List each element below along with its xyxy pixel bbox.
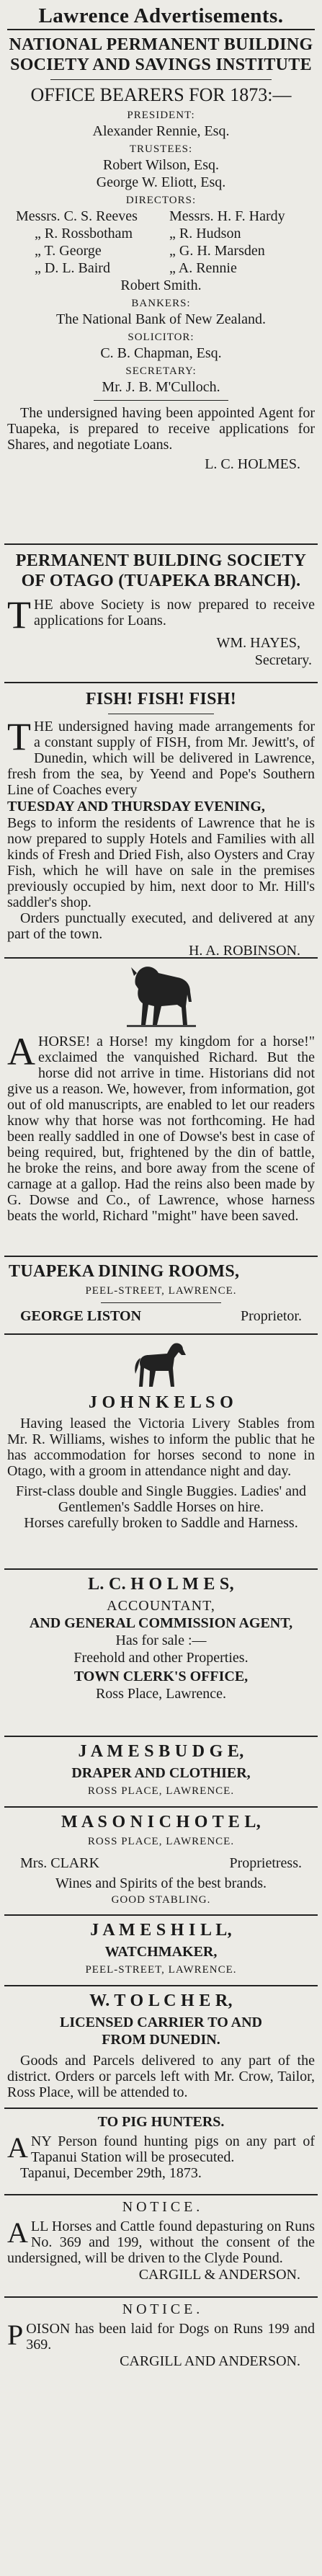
- budge-trade: DRAPER AND CLOTHIER,: [71, 1765, 251, 1781]
- nbs-director: Robert Smith.: [120, 277, 202, 293]
- ad-permanent-building-society: [7, 545, 315, 682]
- pbs-title-line1: PERMANENT BUILDING SOCIETY: [15, 551, 307, 570]
- fish-body-block: [7, 715, 315, 798]
- nbs-director: Messrs. C. S. Reeves: [16, 208, 138, 224]
- tdr-proprietor: GEORGE LISTON: [20, 1308, 142, 1324]
- horse-body-block: [7, 1030, 315, 1224]
- ad-pig-hunters: [7, 2109, 315, 2194]
- hill-trade: WATCHMAKER,: [104, 1944, 218, 1960]
- horse-engraving-icon: [127, 963, 196, 1029]
- fish-body-3: Orders punctually executed, and delivered at any part of the town.: [7, 910, 315, 942]
- holmes-properties: Freehold and other Properties.: [73, 1650, 249, 1666]
- masthead: Lawrence Advertisements.: [7, 0, 315, 30]
- tolcher-route: FROM DUNEDIN.: [102, 2032, 220, 2048]
- nbs-directors-label: DIRECTORS:: [125, 195, 197, 206]
- fish-title: FISH! FISH! FISH!: [85, 690, 237, 709]
- nbs-trustee: George W. Eliott, Esq.: [96, 174, 226, 190]
- notice2-body-block: [7, 2321, 315, 2353]
- kelso-buggies: First-class double and Single Buggies. Ladies' and Gentlemen's Saddle Horses on hire.: [16, 1483, 306, 1515]
- pig-body: NY Person found hunting pigs on any part of Tapanui Station will be prosecuted.: [30, 2133, 315, 2165]
- ad-john-kelso: [7, 1335, 315, 1568]
- nbs-directors-row: [16, 242, 306, 259]
- ad-james-hill: [7, 1916, 315, 1985]
- ad-james-budge: [7, 1737, 315, 1806]
- pbs-body: HE above Society is now prepared to receive applications for Loans.: [34, 597, 315, 629]
- nbs-director: „ R. Rossbotham: [35, 226, 133, 241]
- kelso-title: J O H N K E L S O: [88, 1393, 234, 1412]
- notice2-signature: CARGILL AND ANDERSON.: [120, 2353, 300, 2369]
- pig-body-block: [7, 2133, 315, 2165]
- nbs-directors-row: [16, 259, 306, 277]
- hill-title: J A M E S H I L L,: [90, 1921, 232, 1940]
- tolcher-licensed: LICENSED CARRIER TO AND: [60, 2015, 262, 2030]
- fish-body-2: Begs to inform the residents of Lawrence that he is now prepared to supply Hotels and Families with all kinds of Fresh and Dried Fish, also Oysters and Cray Fish, which he will have on sale in the premises previously occupied by him, next door to Mr. Hill's saddler's shop.: [7, 815, 315, 910]
- nbs-director: „ A. Rennie: [169, 260, 237, 276]
- notice2-title: N O T I C E .: [122, 2301, 200, 2317]
- holmes-accountant: ACCOUNTANT,: [107, 1598, 215, 1614]
- nbs-secretary-label: SECRETARY:: [125, 365, 197, 377]
- ad-fish: [7, 683, 315, 957]
- nbs-title-line2: SOCIETY AND SAVINGS INSTITUTE: [10, 55, 312, 74]
- divider: [101, 1302, 221, 1303]
- notice2-dropcap: P: [7, 2319, 24, 2351]
- budge-title: J A M E S B U D G E,: [78, 1742, 244, 1761]
- notice1-body-block: [7, 2216, 315, 2266]
- pbs-signature-title: Secretary.: [254, 652, 312, 668]
- nbs-trustees-label: TRUSTEES:: [129, 143, 193, 155]
- nbs-directors-row: [16, 225, 306, 242]
- tdr-proprietor-title: Proprietor.: [241, 1308, 302, 1324]
- pig-date: Tapanui, December 29th, 1873.: [20, 2165, 202, 2181]
- masonic-stabling: GOOD STABLING.: [111, 1894, 211, 1906]
- divider: [94, 400, 228, 401]
- nbs-directors-row: [16, 208, 306, 225]
- notice1-title: N O T I C E .: [122, 2199, 200, 2215]
- budge-address: ROSS PLACE, LAWRENCE.: [87, 1785, 235, 1797]
- nbs-directors-list: [7, 208, 315, 277]
- pbs-dropcap: T: [7, 593, 31, 636]
- holmes-address: Ross Place, Lawrence.: [95, 1686, 227, 1702]
- tdr-title: [7, 1261, 315, 1282]
- masonic-proprietor: Mrs. CLARK: [20, 1855, 100, 1871]
- nbs-director: „ D. L. Baird: [35, 260, 110, 276]
- ad-tuapeka-dining-rooms: [7, 1257, 315, 1333]
- fish-body: HE undersigned having made arrangements for a constant supply of FISH, from Mr. Jewitt's, of Dunedin, which will be delivered in Lawrence, fresh from the sea, by Yeend and Pope's Southern Line of Coaches every: [7, 719, 315, 798]
- nbs-body: The undersigned having been appointed Agent for Tuapeka, is prepared to receive applications for Shares, and negotiate Loans.: [7, 405, 315, 453]
- nbs-office-bearers: OFFICE BEARERS FOR 1873:—: [30, 84, 292, 105]
- holmes-town-clerk: TOWN CLERK'S OFFICE,: [73, 1669, 249, 1684]
- holmes-has-for-sale: Has for sale :—: [115, 1633, 207, 1648]
- fish-dropcap: T: [7, 715, 31, 758]
- masonic-wines: Wines and Spirits of the best brands.: [55, 1875, 267, 1891]
- nbs-bankers: The National Bank of New Zealand.: [55, 311, 266, 327]
- pig-dropcap: A: [7, 2131, 28, 2164]
- holmes-commission-agent: AND GENERAL COMMISSION AGENT,: [29, 1615, 293, 1631]
- nbs-trustee: Robert Wilson, Esq.: [102, 157, 220, 173]
- holmes-title: L. C. H O L M E S,: [88, 1575, 234, 1594]
- tdr-title-initial: T: [9, 1262, 21, 1281]
- nbs-solicitor: C. B. Chapman, Esq.: [100, 345, 222, 361]
- nbs-president: Alexander Rennie, Esq.: [92, 123, 230, 139]
- masonic-proprietor-title: Proprietress.: [229, 1855, 302, 1871]
- ad-dowse-harness: [7, 959, 315, 1256]
- hill-address: PEEL-STREET, LAWRENCE.: [85, 1964, 237, 1976]
- fish-days: TUESDAY AND THURSDAY EVENING,: [7, 799, 265, 814]
- tolcher-body: Goods and Parcels delivered to any part of the district. Orders or parcels left with Mr. Crow, Tailor, Ross Place, will be attended to.: [7, 2053, 315, 2100]
- tdr-address: PEEL-STREET, LAWRENCE.: [85, 1285, 237, 1297]
- nbs-president-label: PRESIDENT:: [127, 110, 195, 121]
- tdr-proprietor-row: [7, 1307, 315, 1325]
- ad-notice-poison: [7, 2298, 315, 2370]
- ad-lc-holmes: [7, 1570, 315, 1736]
- kelso-body: Having leased the Victoria Livery Stables from Mr. R. Williams, wishes to inform the public that he has accommodation for horses second to none in Otago, with a groom in attendance night and day.: [7, 1416, 315, 1479]
- nbs-secretary: Mr. J. B. M'Culloch.: [102, 379, 220, 395]
- nbs-director: Messrs. H. F. Hardy: [169, 208, 285, 224]
- nbs-director: „ G. H. Marsden: [169, 243, 265, 259]
- ad-masonic-hotel: [7, 1808, 315, 1914]
- pbs-signature: WM. HAYES,: [216, 635, 300, 651]
- nbs-director: „ T. George: [35, 243, 102, 259]
- ad-w-tolcher: [7, 1986, 315, 2108]
- notice1-body: LL Horses and Cattle found depasturing on Runs No. 369 and 199, without the consent of the undersigned, will be driven to the Clyde Pound.: [7, 2219, 315, 2266]
- fish-signature: H. A. ROBINSON.: [188, 943, 300, 957]
- notice1-dropcap: A: [7, 2216, 28, 2249]
- ad-notice-horses-cattle: [7, 2195, 315, 2296]
- pig-title: TO PIG HUNTERS.: [97, 2114, 225, 2130]
- horse-icon: [131, 1339, 192, 1391]
- pbs-title-line2: OF OTAGO (TUAPEKA BRANCH).: [21, 572, 301, 590]
- masonic-address: ROSS PLACE, LAWRENCE.: [87, 1836, 235, 1847]
- horse-body: HORSE! a Horse! my kingdom for a horse!" exclaimed the vanquished Richard. But the horse did not arrive in time. Historians did not give us a reason. We, however, from information, got out of old manuscripts, are enabled to let our readers know why that horse was not forthcoming. He had been really saddled in one of Dowse's best in case of being required, but, frightened by the din of battle, he broke the reins, and bore away from the scene of carnage at a gallop. Had the reins also been made by G. Dowse and Co., of Lawrence, whose harness beats the world, Richard "might" have been saved.: [7, 1034, 315, 1224]
- nbs-title-line1: ATIONAL PERMANENT BUILDING: [22, 35, 313, 54]
- nbs-bankers-label: BANKERS:: [131, 298, 191, 309]
- horse-dropcap: A: [7, 1030, 35, 1073]
- nbs-title-initial: N: [9, 35, 22, 54]
- notice1-signature: CARGILL & ANDERSON.: [138, 2267, 300, 2283]
- ad-national-building-society: [7, 30, 315, 543]
- masonic-proprietor-row: [7, 1855, 315, 1872]
- notice2-body: OISON has been laid for Dogs on Runs 199 and 369.: [26, 2321, 315, 2353]
- tdr-title-text: UAPEKA DINING ROOMS,: [20, 1262, 240, 1281]
- nbs-title: [7, 35, 315, 55]
- masonic-title: M A S O N I C H O T E L,: [61, 1813, 261, 1831]
- nbs-signature: L. C. HOLMES.: [205, 456, 300, 472]
- pbs-body-block: [7, 593, 315, 636]
- divider: [50, 79, 272, 80]
- kelso-breaking: Horses carefully broken to Saddle and Harness.: [24, 1515, 298, 1531]
- nbs-solicitor-label: SOLICITOR:: [128, 332, 194, 343]
- nbs-director: „ R. Hudson: [169, 226, 241, 241]
- tolcher-title: W. T O L C H E R,: [89, 1991, 233, 2010]
